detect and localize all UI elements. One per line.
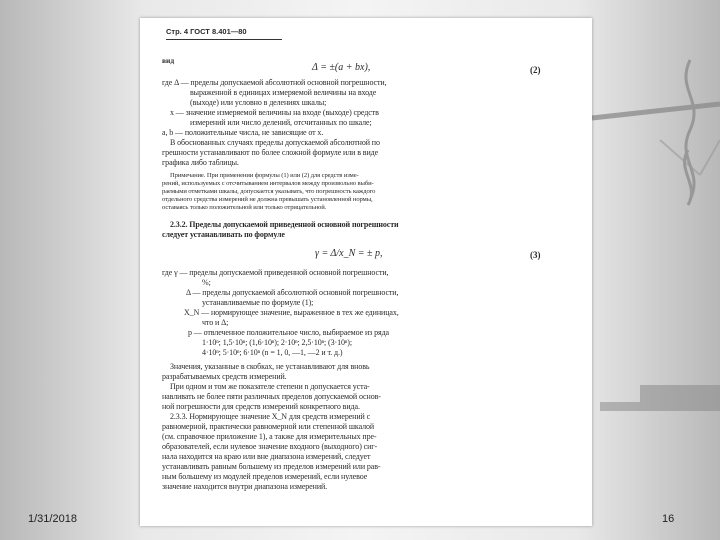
definition-line: %; (202, 278, 211, 287)
text-line: При одном и том же показателе степени n допускается уста- (170, 382, 370, 391)
text-line: равномерной, практически равномерной или степенной шкалой (162, 422, 375, 431)
top-word: вид (162, 56, 175, 65)
document-header: Стр. 4 ГОСТ 8.401—80 (166, 27, 247, 36)
text-line: навливать не более пяти различных пределов допускаемой основ- (162, 392, 381, 401)
slide-date: 1/31/2018 (28, 513, 77, 525)
slide-page-number: 16 (662, 513, 675, 525)
text-line: значение находится внутри диапазона измерений. (162, 482, 328, 491)
definition-line: X_N — нормирующее значение, выраженное в тех же единицах, (184, 308, 399, 317)
document-page (140, 18, 592, 526)
definition-line: устанавливаемые по формуле (1); (202, 298, 314, 307)
text-line: образователей, если нулевое значение входного (выходного) сиг- (162, 442, 378, 451)
note-line: оставаясь только положительной или только отрицательной. (162, 204, 327, 211)
text-line: Значения, указанные в скобках, не устанавливают для вновь (170, 362, 370, 371)
formula-delta: Δ = ±(a + bx), (312, 62, 371, 73)
section-line: следует устанавливать по формуле (162, 230, 285, 239)
text-line: измерений или число делений, отсчитанных по шкале; (190, 118, 372, 127)
note-line: рений, используемых с отсчитыванием интервалов между произвольно выби- (162, 180, 374, 187)
text-line: В обоснованных случаях пределы допускаемой абсолютной по (170, 138, 380, 147)
section-line: 2.3.2. Пределы допускаемой приведенной основной погрешности (170, 220, 399, 229)
text-line: графика либо таблицы. (162, 158, 239, 167)
definition-line: где γ — пределы допускаемой приведенной основной погрешности, (162, 268, 389, 277)
text-line: (см. справочное приложение 1), а также для измерительных пре- (162, 432, 377, 441)
text-line: ным большему из модулей пределов измерений, если нулевое (162, 472, 368, 481)
formula-gamma-number: (3) (530, 250, 541, 260)
text-line: x — значение измеряемой величины на входе (выходе) средств (170, 108, 379, 117)
text-line: ной погрешности для средств измерений конкретного вида. (162, 402, 360, 411)
definition-line: p — отвлеченное положительное число, выбираемое из ряда (188, 328, 389, 337)
definition-line: что и Δ; (202, 318, 229, 327)
text-line: a, b — положительные числа, не зависящие от x. (162, 128, 324, 137)
note-line: раемыми отметками шкалы, допускается указывать, что погрешность каждого (162, 188, 376, 195)
header-rule (166, 39, 282, 40)
text-line: 2.3.3. Нормирующее значение X_N для средств измерений с (170, 412, 371, 421)
text-line: (выходе) или условно в делениях шкалы; (190, 98, 327, 107)
formula-gamma: γ = Δ/x_N = ± p, (315, 248, 383, 259)
definition-line: 1·10ⁿ; 1,5·10ⁿ; (1,6·10ⁿ); 2·10ⁿ; 2,5·10ⁿ; (3·10ⁿ); (202, 338, 352, 347)
definition-line: 4·10ⁿ; 5·10ⁿ; 6·10ⁿ (n = 1, 0, —1, —2 и т. д.) (202, 348, 343, 357)
text-line: грешности устанавливают по более сложной формуле или в виде (162, 148, 379, 157)
text-line: где Δ — пределы допускаемой абсолютной основной погрешности, (162, 78, 387, 87)
text-line: нала находится на краю или вне диапазона измерений, следует (162, 452, 371, 461)
note-line: Примечание. При применении формулы (1) или (2) для средств изме- (170, 172, 359, 179)
text-line: разрабатываемых средств измерений. (162, 372, 287, 381)
definition-line: Δ — пределы допускаемой абсолютной основной погрешности, (186, 288, 399, 297)
formula-delta-number: (2) (530, 65, 541, 75)
text-line: выраженной в единицах измеряемой величины на входе (190, 88, 377, 97)
note-line: отдельного средства измерений не должна превышать установленной нормы, (162, 196, 373, 203)
text-line: устанавливать равным большему из пределов измерений или рав- (162, 462, 381, 471)
